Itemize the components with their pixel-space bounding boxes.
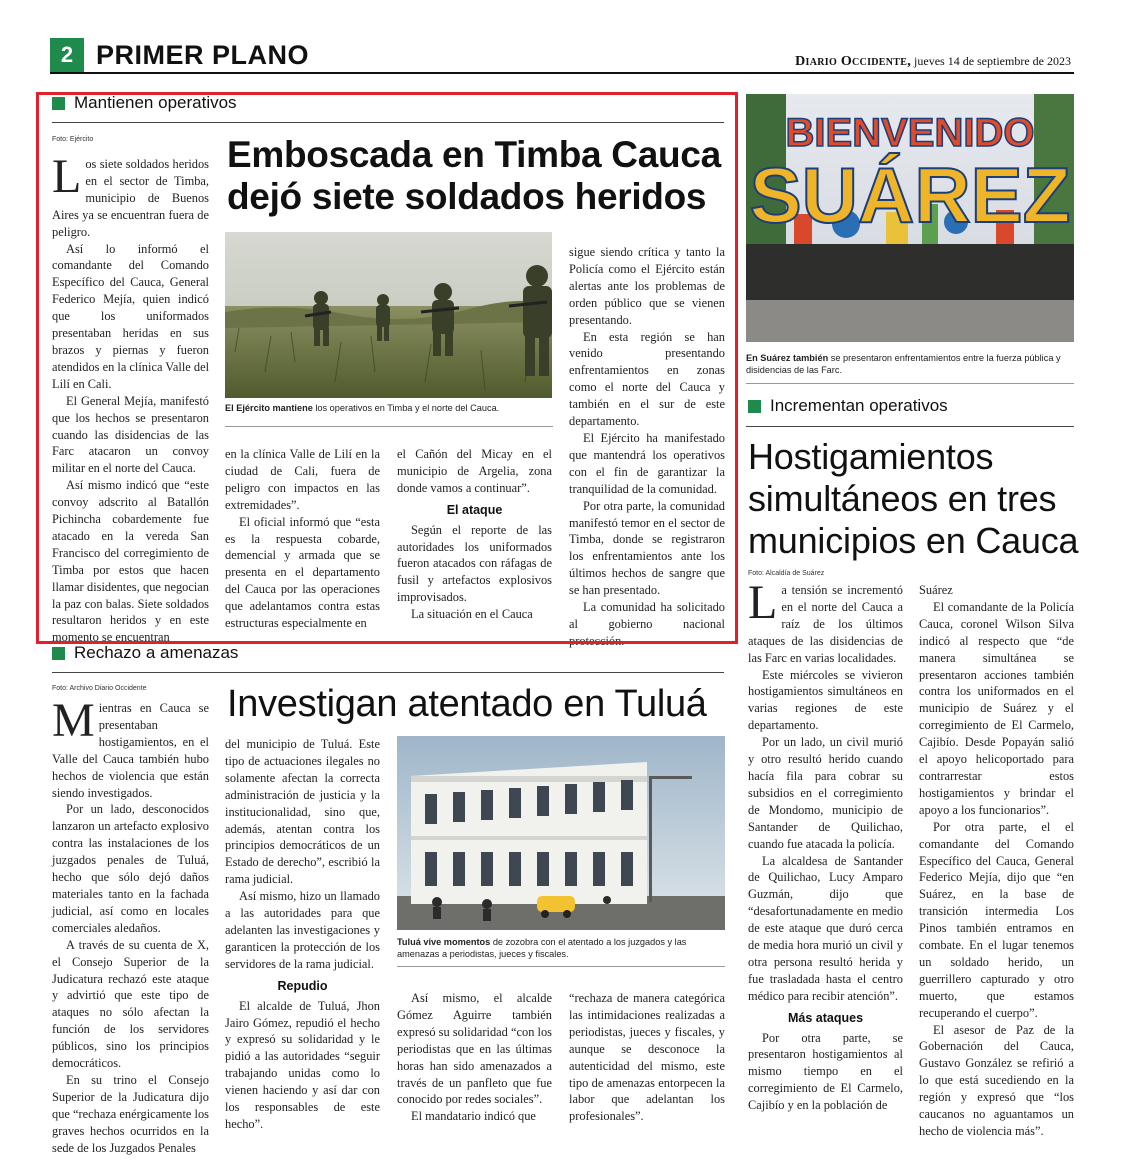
kicker-story3	[52, 643, 238, 663]
story3-column-1	[52, 694, 209, 1155]
paragraph: A través de su cuenta de X, el Consejo Superior de la Judicatura rechazó este ataque y advirtió que este tipo de ataques no sólo afectan la función de los servidores públicos, sino los principios democráticos.	[52, 937, 209, 1071]
tulua-caption	[397, 936, 727, 960]
caption-text: de zozobra con el atentado a los juzgados y las amenazas a periodistas, jueces y fiscales.	[397, 937, 687, 959]
story3-column-2	[225, 736, 380, 1131]
paragraph: “rechaza de manera categórica las intimidaciones realizadas a periodistas, jueces y fiscales, y aunque se desconoce la autenticidad del mismo, este tipo de amenazas entorpecen la labor que adelantan los profesionales”.	[569, 991, 725, 1124]
paragraph: Según el reporte de las autoridades los uniformados fueron atacados con ráfagas de fusil y artefactos explosivos improvisados.	[397, 522, 552, 605]
caption-rule	[397, 966, 725, 967]
paragraph: En su trino el Consejo Superior de la Judicatura dijo que “rechaza enérgicamente los graves hechos ocurridos en la sede de los Juzgados Penales	[52, 1072, 209, 1155]
paragraph: La situación en el Cauca	[411, 607, 533, 622]
masthead	[795, 54, 1071, 70]
subheading: Repudio	[277, 978, 328, 993]
dropcap: M	[52, 694, 95, 747]
caption-lead: Tuluá vive momentos	[397, 937, 491, 947]
green-square-icon	[748, 400, 761, 413]
page-number-badge	[50, 38, 84, 72]
suarez-caption	[746, 352, 1074, 376]
issue-date: jueves 14 de septiembre de 2023	[914, 54, 1071, 68]
headline-line: dejó siete soldados heridos	[227, 176, 707, 217]
section-title: PRIMER PLANO	[96, 40, 310, 70]
paragraph: Por otra parte, se presentaron hostigamientos al mismo tiempo en el corregimiento de El Carmelo, Cajibío y en la población de	[748, 1030, 903, 1113]
kicker-rule	[746, 426, 1074, 427]
photo-credit: Foto: Ejército	[52, 136, 94, 143]
caption-text: se presentaron enfrentamientos entre la fuerza pública y disidencias de las Farc.	[746, 353, 1061, 375]
headline-line: Hostigamientos	[748, 436, 994, 477]
suarez-sign-photo	[746, 94, 1074, 342]
story3-column-4	[569, 990, 725, 1128]
headline-story3: Investigan atentado en Tuluá	[227, 683, 707, 725]
paragraph: Por otra parte, el el comandante del Comando Específico del Cauca, General Federico Mejía, dijo que “en Suárez, en la base de transición intermedia Los Pinos también entramos en combate. En el lugar tenemos un soldado herido, un guerrillero capturado y otro muerto, que estamos recuperando el cuerpo”.	[919, 819, 1074, 1020]
subheading: El ataque	[446, 502, 503, 517]
paragraph: os siete soldados heridos en el sector de Timba, municipio de Buenos Aires ya se encuentran fuera de peligro.	[52, 157, 209, 239]
paragraph: El alcalde de Tuluá, Jhon Jairo Gómez, repudió el hecho y expresó su solidaridad y le pidió a las autoridades “seguir trabajando unidas como lo vienen haciendo y así dar con los responsables de este hecho”.	[225, 998, 380, 1131]
paragraph: Por un lado, un civil murió y otro resultó herido cuando hacía fila para cobrar su subsidios en el corregimiento de Mondomo, municipio de Santander de Quilichao, cuando fue atacada la policía.	[748, 735, 903, 851]
headline-line: municipios en Cauca	[748, 520, 1079, 561]
paragraph: El comandante de la Policía Cauca, coronel Wilson Silva indicó al respecto que “de manera simultánea se presentaron acciones también contra los uniformados en el municipio de Suárez y el corregimiento de El Carmelo, Cajibío. Desde Popayán salió el apoyo helicoportado para contrarrestar estos hostigamientos y brindar el apoyo a los funcionarios”.	[919, 599, 1074, 817]
dropcap: L	[748, 576, 778, 629]
kicker-label: Mantienen operativos	[74, 93, 237, 112]
paragraph: Así mismo, el alcalde Gómez Aguirre también expresó su solidaridad “con los periodistas que en las últimas horas han sido amenazados a través de un panfleto que fue conocido por redes sociales”.	[397, 991, 552, 1107]
page-number: 2	[60, 42, 74, 67]
tulua-building-photo	[397, 736, 725, 930]
building-illustration	[397, 736, 725, 930]
story2-column-1	[748, 576, 903, 1128]
story2-column-2	[919, 582, 1074, 1138]
paragraph: La alcaldesa de Santander de Quilichao, Lucy Amparo Guzmán, dijo que “desafortunadamente en medio de este ataque que duró cerca de media hora murió un civil y otra persona resultó herida y fue trasladada hasta el centro médico para recibir atención”.	[748, 853, 903, 1003]
paragraph: El Ejército ha manifestado que mantendrá los operativos con el fin de garantizar la tranquilidad de la comunidad.	[569, 430, 725, 496]
dropcap: L	[52, 150, 82, 203]
paragraph: Así lo informó el comandante del Comando Específico del Cauca, General Federico Mejía, quien indicó que los uniformados presentaban heridas en sus brazos y piernas y fueron atendidos en la clínica Valle del Lilí en Cali.	[52, 241, 210, 391]
paragraph: El General Mejía, manifestó que los hechos se presentaron cuando las disidencias de las Farc atacaron un convoy militar en el norte del Cauca.	[52, 393, 209, 476]
paragraph: Así mismo, hizo un llamado a las autoridades para que adelanten las investigaciones y garanticen la protección de los servidores de la rama judicial.	[225, 889, 380, 971]
paragraph: La comunidad ha solicitado al gobierno nacional protección.	[569, 600, 725, 648]
newspaper-name: Diario Occidente,	[795, 54, 912, 69]
paragraph: Así mismo indicó que “este convoy adscrito al Batallón Pichincha cobardemente fue atacado en la vereda San Francisco del corregimiento de Timba por estos que hacen llamar disidentes, que negocian la paz con balas. Siete soldados resultaron heridos y en este momento se encuentran	[52, 478, 209, 645]
selection-frame	[36, 92, 738, 644]
green-square-icon	[52, 647, 65, 660]
headline-story2	[748, 436, 1078, 562]
paragraph: sigue siendo crítica y tanto la Policía como el Ejército están alertas ante los problemas de orden público que se vienen presentando.	[569, 245, 725, 327]
paragraph: Suárez	[919, 583, 953, 597]
paragraph: en la clínica Valle de Lilí en la ciudad de Cali, fuera de peligro con impactos en las extremidades”.	[225, 447, 380, 512]
caption-lead: En Suárez también	[746, 353, 829, 363]
paragraph: Este miércoles se vivieron hostigamientos simultáneos en varias regiones de este departamento.	[748, 667, 903, 733]
photo-credit: Foto: Alcaldía de Suárez	[748, 570, 825, 577]
story3-column-3	[397, 990, 552, 1128]
kicker-rule	[52, 672, 724, 673]
sign-text-line2: SUÁREZ	[749, 151, 1071, 239]
paragraph: el Cañón del Micay en el municipio de Argelia, zona donde vamos a continuar”.	[397, 447, 552, 495]
welcome-sign-illustration	[746, 94, 1074, 342]
kicker-label: Rechazo a amenazas	[74, 643, 239, 662]
kicker-story2	[748, 396, 948, 416]
subheading: Más ataques	[787, 1010, 864, 1025]
header-rule	[50, 72, 1074, 74]
paragraph: del municipio de Tuluá. Este tipo de actuaciones ilegales no solamente afectan la correcta administración de justicia y la institucionalidad, sino que, además, atentan contra los principios democráticos de un Estado de derecho”, escribió la rama judicial.	[225, 737, 380, 887]
caption-text: los operativos en Timba y el norte del Cauca.	[312, 403, 500, 413]
paragraph: En esta región se han venido presentando enfrentamientos en zonas como el norte del Cauca y también en el sur de este departamento.	[569, 329, 725, 429]
headline-line: Emboscada en Timba Cauca	[227, 134, 721, 175]
caption-rule	[746, 383, 1074, 384]
paragraph: El oficial informó que “esta es la respuesta cobarde, demencial y armada que se presenta en el departamento del Cauca por las operaciones que adelantamos contra estas estructuras especialmente en	[225, 514, 380, 631]
kicker-label: Incrementan operativos	[770, 396, 948, 415]
paragraph: a tensión se incrementó en el norte del Cauca a raíz de los últimos ataques de las disidencias de las Farc en varias localidades.	[748, 583, 903, 665]
headline-line: simultáneos en tres	[748, 478, 1057, 519]
paragraph: El asesor de Paz de la Gobernación del Cauca, Gustavo González se refirió a lo que está sucediendo en la región y expresó que “los caucanos no aguantamos un hecho de violencia más”.	[919, 1022, 1074, 1138]
paragraph: Por un lado, desconocidos lanzaron un artefacto explosivo contra las instalaciones de los juzgados penales de Tuluá, hecho que sólo dejó daños materiales tanto en la fachada judicial, así como en locales comerciales aledaños.	[52, 802, 209, 935]
caption-lead: El Ejército mantiene	[225, 403, 313, 413]
sign-text-line1: BIENVENIDO	[785, 111, 1035, 155]
photo-credit: Foto: Archivo Diario Occidente	[52, 685, 147, 692]
paragraph: El mandatario indicó que	[411, 1109, 536, 1124]
paragraph: ientras en Cauca se presentaban hostigamientos, en el Valle del Cauca también hubo hechos de violencia que están siendo investigados.	[52, 701, 209, 800]
paragraph: Por otra parte, la comunidad manifestó temor en el sector de Timba, donde se registraron los enfrentamientos ante los últimos hechos de sangre que se han presentado.	[569, 498, 725, 598]
